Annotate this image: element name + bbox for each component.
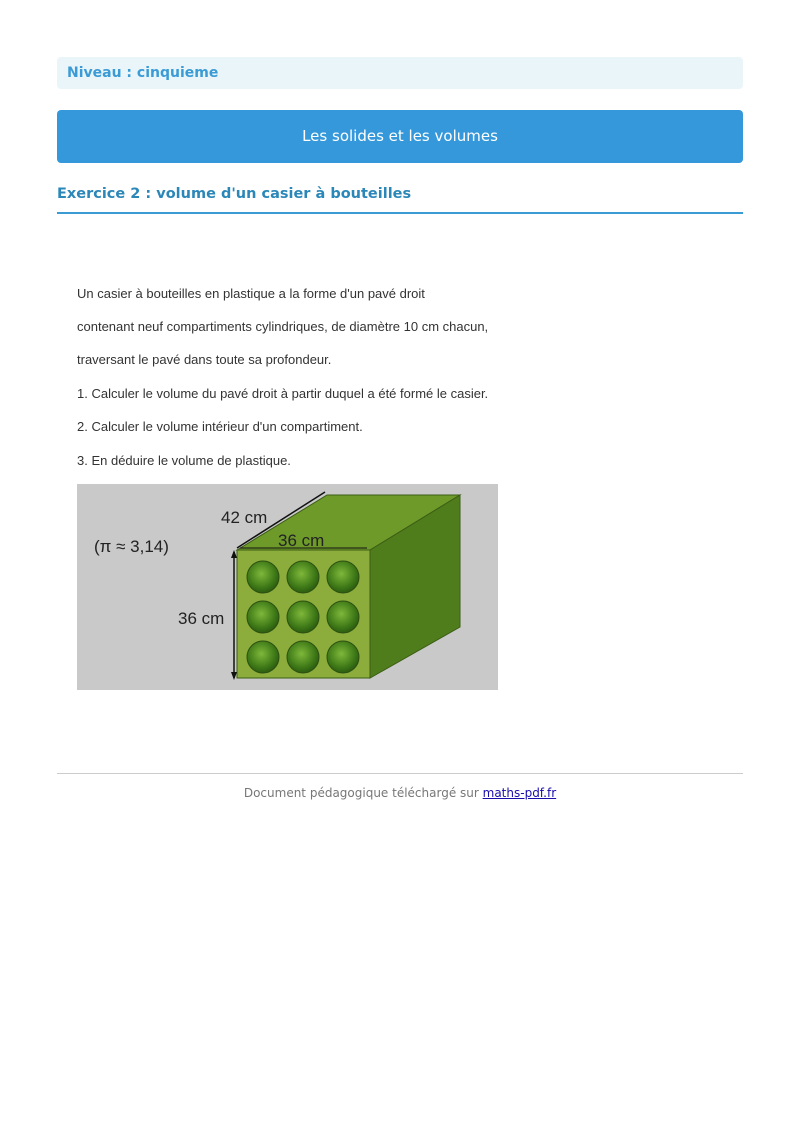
question-1: 1. Calculer le volume du pavé droit à partir duquel a été formé le casier. <box>77 386 489 401</box>
level-badge: Niveau : cinquieme <box>57 57 743 89</box>
statement-line-2: contenant neuf compartiments cylindriques, de diamètre 10 cm chacun, <box>77 319 489 334</box>
question-2: 2. Calculer le volume intérieur d'un compartiment. <box>77 419 363 434</box>
question-3: 3. En déduire le volume de plastique. <box>77 453 291 468</box>
depth-label: 42 cm <box>221 508 268 527</box>
chapter-title-banner: Les solides et les volumes <box>57 110 743 163</box>
compartment-grid <box>247 561 359 673</box>
height-label: 36 cm <box>178 609 225 628</box>
compartment-hole <box>287 601 319 633</box>
compartment-hole <box>247 561 279 593</box>
footer <box>57 786 743 800</box>
statement-line-1: Un casier à bouteilles en plastique a la forme d'un pavé droit <box>77 286 425 301</box>
compartment-hole <box>287 641 319 673</box>
compartment-hole <box>287 561 319 593</box>
exercise-title-underline <box>57 212 743 214</box>
statement-line-3: traversant le pavé dans toute sa profondeur. <box>77 352 332 367</box>
footer-link[interactable]: maths-pdf.fr <box>482 786 557 800</box>
compartment-hole <box>327 601 359 633</box>
compartment-hole <box>327 561 359 593</box>
footer-text: Document pédagogique téléchargé sur <box>243 786 483 800</box>
width-label: 36 cm <box>278 531 325 550</box>
pi-approximation-label: (π ≈ 3,14) <box>94 537 169 556</box>
exercise-title: Exercice 2 : volume d'un casier à bouteilles <box>57 186 412 202</box>
footer-divider <box>57 773 743 774</box>
compartment-hole <box>247 601 279 633</box>
compartment-hole <box>247 641 279 673</box>
compartment-hole <box>327 641 359 673</box>
bottle-rack-figure <box>77 484 498 690</box>
